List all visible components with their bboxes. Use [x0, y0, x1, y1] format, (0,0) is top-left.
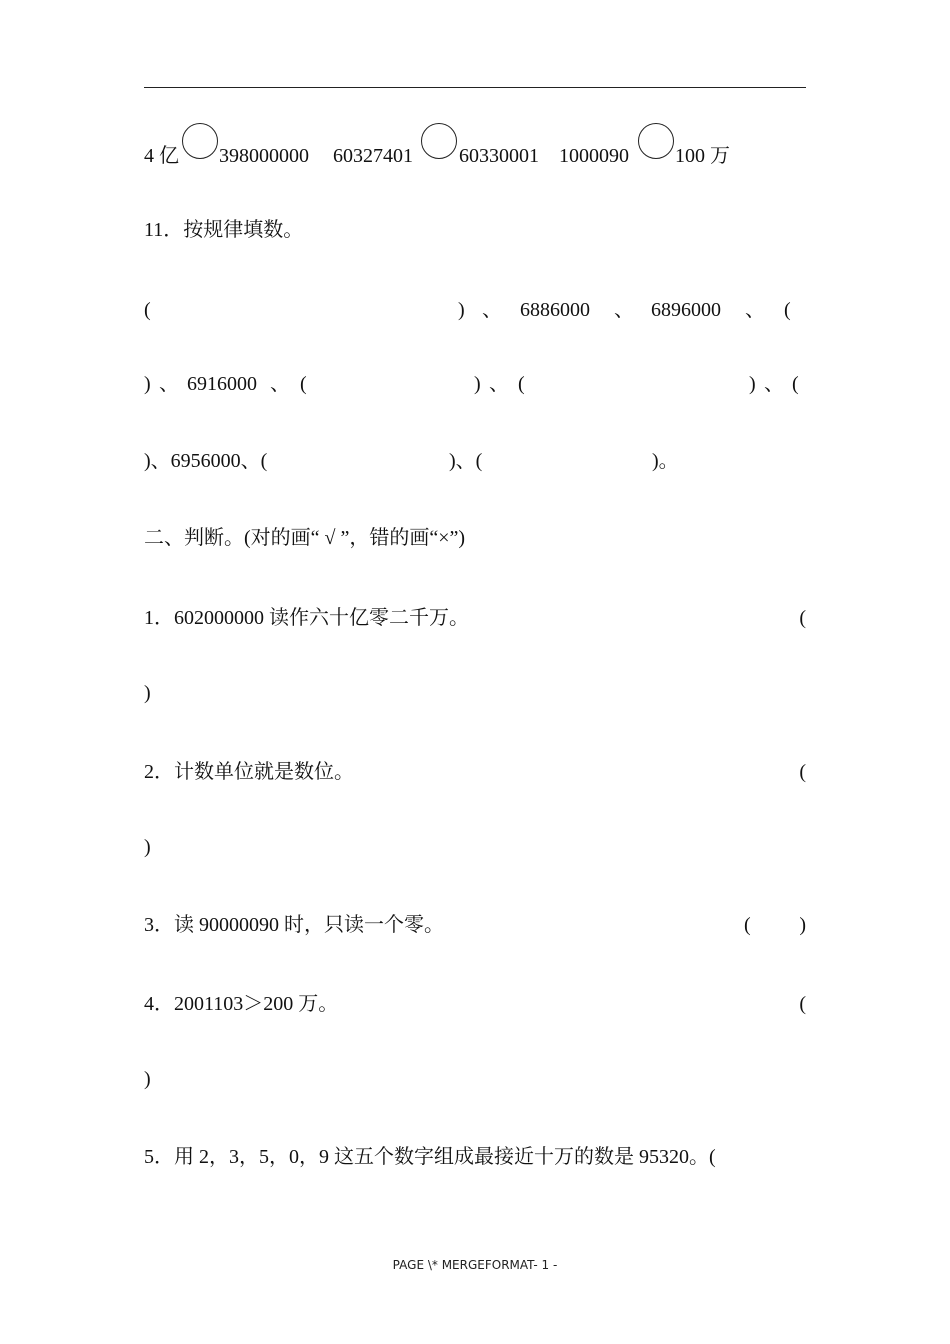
judge-item-3-paren-close: )	[799, 914, 806, 936]
q11-r2-paren-close-1: )	[474, 373, 481, 395]
judge-item-1	[144, 604, 806, 632]
q11-r2-paren-open-2: (	[518, 373, 525, 395]
compare-right-3: 100 万	[675, 145, 730, 167]
judge-item-4-text: 4．2001103＞200 万。	[144, 993, 339, 1015]
judge-item-5	[144, 1143, 806, 1171]
judge-item-2-text: 2．计数单位就是数位。	[144, 761, 354, 783]
q11-title: 11．按规律填数。	[144, 219, 304, 241]
judge-item-1-paren-open[interactable]: (	[799, 607, 806, 629]
judge-item-1-text: 1．602000000 读作六十亿零二千万。	[144, 607, 469, 629]
q11-r2-sep-2: 、	[270, 373, 290, 395]
compare-circle-1[interactable]	[182, 123, 218, 159]
q11-r3-segment-1: )、6956000、(	[144, 450, 268, 472]
judge-item-2-paren-close: )	[144, 836, 151, 858]
q11-r1-sep-1: 、	[482, 299, 502, 321]
q11-r1-paren-close: )	[458, 299, 465, 321]
q11-r2-sep-3: 、	[489, 373, 509, 395]
q11-r1-paren-open: (	[144, 299, 151, 321]
judge-item-3-paren-open[interactable]: (	[744, 914, 751, 936]
judge-item-4-paren-open[interactable]: (	[799, 993, 806, 1015]
judge-item-1-paren-close: )	[144, 682, 151, 704]
judge-item-4-paren-close: )	[144, 1068, 151, 1090]
q11-r1-value-2: 6896000	[651, 299, 721, 321]
compare-left-3: 1000090	[559, 145, 629, 167]
q11-r2-paren-close-2: )	[749, 373, 756, 395]
judge-item-4	[144, 990, 806, 1018]
q11-r2-paren-close: )	[144, 373, 151, 395]
header-rule	[144, 87, 806, 88]
q11-r3-segment-2: )、(	[449, 450, 483, 472]
compare-right-1: 398000000	[219, 145, 309, 167]
judge-item-2	[144, 758, 806, 786]
judge-item-3	[144, 911, 806, 939]
compare-circle-3[interactable]	[638, 123, 674, 159]
q11-r2-sep-4: 、	[764, 373, 784, 395]
q11-r1-value-1: 6886000	[520, 299, 590, 321]
compare-circle-2[interactable]	[421, 123, 457, 159]
judge-item-5-text: 5．用 2，3，5，0，9 这五个数字组成最接近十万的数是 95320。(	[144, 1146, 716, 1168]
q11-r3-segment-3: )。	[652, 450, 679, 472]
q11-r1-sep-3: 、	[745, 299, 765, 321]
compare-right-2: 60330001	[459, 145, 539, 167]
section-2-title: 二、判断。(对的画“ √ ”，错的画“×”)	[144, 527, 466, 549]
q11-r2-paren-open-3: (	[792, 373, 799, 395]
page-footer: PAGE \* MERGEFORMAT- 1 -	[392, 1258, 558, 1272]
q11-r2-sep-1: 、	[159, 373, 179, 395]
q11-r2-paren-open-1: (	[300, 373, 307, 395]
compare-left-1: 4 亿	[144, 145, 179, 167]
q11-r1-paren-open-2: (	[784, 299, 791, 321]
judge-item-2-paren-open[interactable]: (	[799, 761, 806, 783]
q11-r1-sep-2: 、	[614, 299, 634, 321]
judge-item-3-text: 3．读 90000090 时，只读一个零。	[144, 914, 444, 936]
compare-left-2: 60327401	[333, 145, 413, 167]
q11-r2-value-1: 6916000	[187, 373, 257, 395]
